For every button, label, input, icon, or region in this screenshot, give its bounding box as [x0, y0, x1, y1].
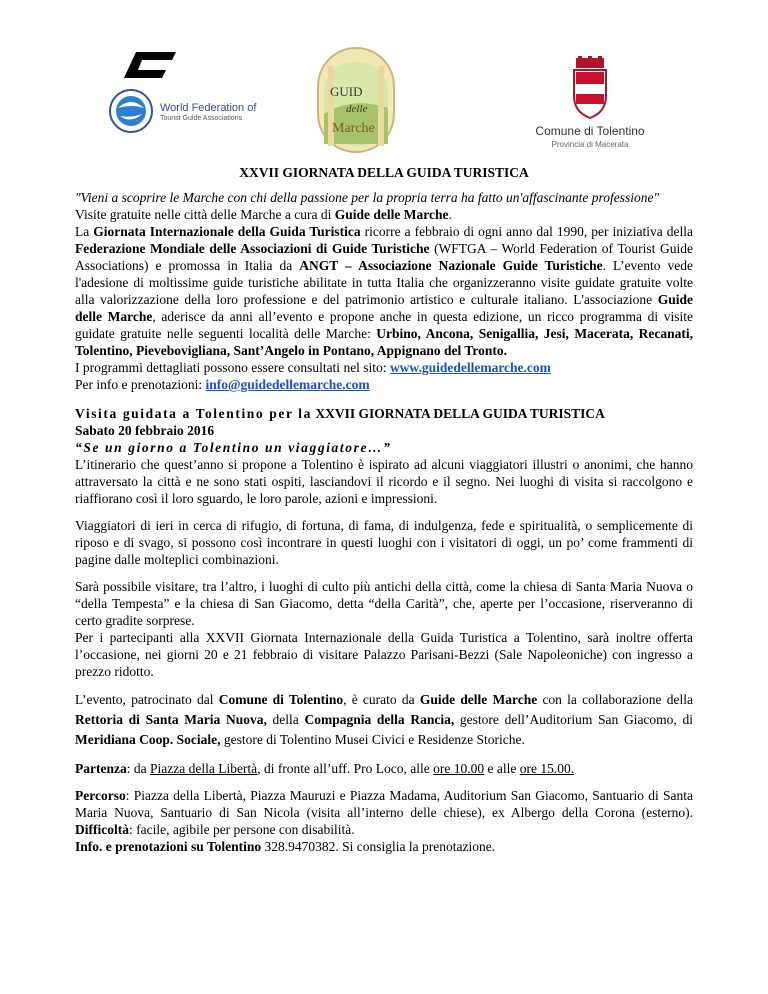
angt-logo: [122, 48, 178, 82]
visit-paragraph-2: Viaggiatori di ieri in cerca di rifugio, di fortuna, di fama, di indulgenza, fede e spiritualità, o semplicemente di riposo e di svago, si possono così incontrare in questi luoghi con i visitatori di oggi, un po’ come frammenti di pagine dalle molteplici combinazioni.: [75, 518, 693, 567]
wftga-subtitle: Tourist Guide Associations: [160, 115, 243, 122]
wftga-logo: [108, 88, 278, 134]
svg-text:delle: delle: [346, 103, 368, 115]
website-link[interactable]: www.guidedellemarche.com: [389, 360, 551, 375]
wftga-name: World Federation of: [160, 102, 257, 114]
svg-text:Marche: Marche: [332, 121, 375, 136]
info-line: Per info e prenotazioni: info@guidedellemarche.com: [75, 377, 370, 392]
visit-paragraph-4: Per i partecipanti alla XXVII Giornata Internazionale della Guida Turistica a Tolentino, sarà inoltre offerta l’occasione, nei giorni 20 e 21 febbraio di visitare Palazzo Parisani-Bezzi (Sale Napoleoniche) con ingresso a prezzo ridotto.: [75, 630, 693, 679]
logo-bar: [0, 0, 768, 160]
comune-province: Provincia di Macerata: [551, 140, 629, 149]
intro-line: Visite gratuite nelle città delle Marche a cura di Guide delle Marche.: [75, 207, 452, 222]
email-link[interactable]: info@guidedellemarche.com: [205, 377, 370, 392]
svg-text:GUID: GUID: [330, 84, 363, 99]
document-body: [75, 164, 693, 855]
organizers-paragraph: L’evento, patrocinato dal Comune di Tolentino, è curato da Guide delle Marche con la collaborazione della Rettoria di Santa Maria Nuova, della Compagnia della Rancia, gestore dell’Auditorium San Giacomo, di Meridiana Coop. Sociale, gestore di Tolentino Musei Civici e Residenze Storiche.: [75, 692, 693, 747]
programs-line: I programmi dettagliati possono essere consultati nel sito: www.guidedellemarche.com: [75, 360, 551, 375]
booking-line: Info. e prenotazioni su Tolentino 328.9470382. Si consiglia la prenotazione.: [75, 839, 496, 854]
visit-date: Sabato 20 febbraio 2016: [75, 423, 215, 438]
visit-paragraph-3: Sarà possibile visitare, tra l’altro, i luoghi di culto più antichi della città, come la chiesa di Santa Maria Nuova o “della Tempesta” e la chiesa di San Giacomo, detta “della Carità”, che, aperte per l’occasione, riserveranno di certo gradite sorprese.: [75, 579, 693, 628]
guide-delle-marche-logo: [312, 44, 400, 156]
route-paragraph: Percorso: Piazza della Libertà, Piazza Mauruzi e Piazza Madama, Auditorium San Giacomo, Santuario di Santa Maria Nuova, Santuario di San Nicola (visita all’interno delle chiese), ex Albergo della Corona (esterno). Difficoltà: facile, agibile per persone con disabilità.: [75, 788, 693, 837]
visit-heading: Visita guidata a Tolentino per la XXVII GIORNATA DELLA GUIDA TURISTICA: [75, 406, 605, 421]
comune-tolentino-logo: [500, 56, 680, 156]
visit-subtitle: “Se un giorno a Tolentino un viaggiatore…”: [75, 440, 392, 455]
visit-paragraph-1: L’itinerario che quest’anno si propone a Tolentino è ispirato ad alcuni viaggiatori illustri o anonimi, che hanno attraversato la città e ne sono stati ospiti, lasciandovi il ricordo e il segno. Nei luoghi di visita si raccolgono e riaffiorano così il loro sguardo, le loro parole, azioni e impressioni.: [75, 457, 693, 506]
intro-paragraph: La Giornata Internazionale della Guida Turistica ricorre a febbraio di ogni anno dal 1990, per iniziativa della Federazione Mondiale delle Associazioni di Guide Turistiche (WFTGA – World Federation of Tourist Guide Associations) e promossa in Italia da ANGT – Associazione Nazionale Guide Turistiche. L’evento vede l'adesione di moltissime guide turistiche abilitate in tutta Italia che organizzeranno visite guidate gratuite volte alla valorizzazione della loro professione e del patrimonio artistico e culturale italiano. L'associazione Guide delle Marche, aderisce da anni all’evento e propone anche in questa edizione, un ricco programma di visite guidate gratuite nelle seguenti località delle Marche: Urbino, Ancona, Senigallia, Jesi, Macerata, Recanati, Tolentino, Pievebovigliana, Sant’Angelo in Pontano, Appignano del Tronto.: [75, 224, 693, 358]
page-title: XXVII GIORNATA DELLA GUIDA TURISTICA: [239, 165, 529, 180]
svg-text:ANGT: ANGT: [142, 58, 176, 72]
intro-quote: "Vieni a scoprire le Marche con chi della passione per la propria terra ha fatto un'affascinante professione": [75, 190, 660, 205]
departure-line: Partenza: da Piazza della Libertà, di fronte all’uff. Pro Loco, alle ore 10.00 e alle ore 15.00.: [75, 761, 575, 776]
comune-name: Comune di Tolentino: [535, 124, 645, 138]
